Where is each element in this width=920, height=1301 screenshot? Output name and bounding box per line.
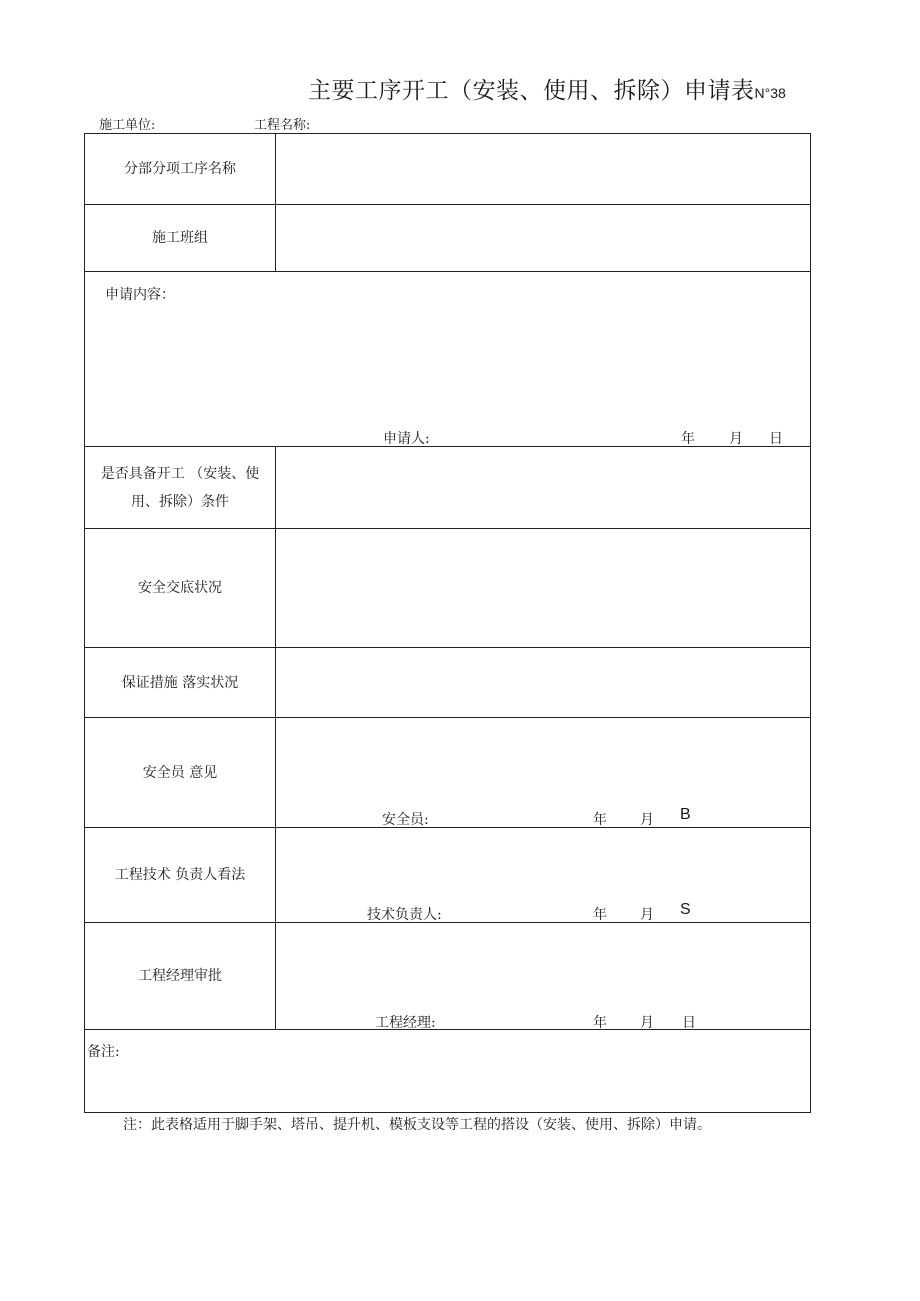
manager-year: 年 <box>593 1015 607 1031</box>
tech-lead-day: S <box>680 901 691 918</box>
safety-briefing-field[interactable] <box>276 529 810 647</box>
safety-officer-month: 月 <box>640 812 654 828</box>
row-safety-officer <box>85 718 810 828</box>
row-safety-briefing <box>85 529 810 648</box>
applicant-label: 申请人: <box>383 431 430 447</box>
safety-officer-day: B <box>680 806 691 823</box>
form-number: N°38 <box>754 85 786 101</box>
footnote: 注：此表格适用于脚手架、塔吊、提升机、模板支设等工程的搭设（安装、使用、拆除）申请。 <box>123 1117 711 1133</box>
remarks-field[interactable] <box>85 1030 810 1112</box>
safety-officer-label: 安全员 意见 <box>85 718 276 827</box>
team-label: 施工班组 <box>85 205 276 271</box>
row-team <box>85 205 810 272</box>
safety-briefing-label: 安全交底状况 <box>85 529 276 647</box>
applicant-month: 月 <box>729 431 743 447</box>
tech-lead-month: 月 <box>640 907 654 923</box>
applicant-year: 年 <box>681 431 695 447</box>
manager-day: 日 <box>682 1015 696 1031</box>
conditions-field[interactable] <box>276 447 810 528</box>
team-field[interactable] <box>276 205 810 271</box>
manager-field[interactable] <box>276 923 810 1029</box>
row-measures <box>85 648 810 718</box>
safety-officer-year: 年 <box>593 812 607 828</box>
row-content <box>85 272 810 447</box>
project-name-label: 工程名称: <box>254 118 311 133</box>
subitem-label: 分部分项工序名称 <box>85 134 276 204</box>
tech-lead-label: 工程技术 负责人看法 <box>85 828 276 922</box>
form-title <box>308 72 786 105</box>
tech-lead-year: 年 <box>593 907 607 923</box>
row-remarks <box>85 1030 810 1112</box>
safety-officer-field[interactable] <box>276 718 810 827</box>
application-form-table <box>84 133 811 1113</box>
subitem-field[interactable] <box>276 134 810 204</box>
content-field[interactable] <box>85 272 810 446</box>
row-conditions <box>85 447 810 529</box>
manager-signer: 工程经理: <box>375 1015 436 1031</box>
safety-officer-signer: 安全员: <box>382 812 429 828</box>
row-manager <box>85 923 810 1030</box>
manager-label: 工程经理审批 <box>85 923 276 1029</box>
row-subitem <box>85 134 810 205</box>
applicant-day: 日 <box>769 431 783 447</box>
form-title-text: 主要工序开工（安装、使用、拆除）申请表 <box>308 78 755 104</box>
remarks-label: 备注: <box>87 1044 120 1060</box>
conditions-label: 是否具备开工 （安装、使用、拆除）条件 <box>85 447 276 528</box>
measures-label: 保证措施 落实状况 <box>85 648 276 717</box>
tech-lead-field[interactable] <box>276 828 810 922</box>
measures-field[interactable] <box>276 648 810 717</box>
content-label: 申请内容： <box>105 287 175 303</box>
tech-lead-signer: 技术负责人: <box>367 907 442 923</box>
row-tech-lead <box>85 828 810 923</box>
manager-month: 月 <box>640 1015 654 1031</box>
construction-unit-label: 施工单位: <box>99 118 156 133</box>
